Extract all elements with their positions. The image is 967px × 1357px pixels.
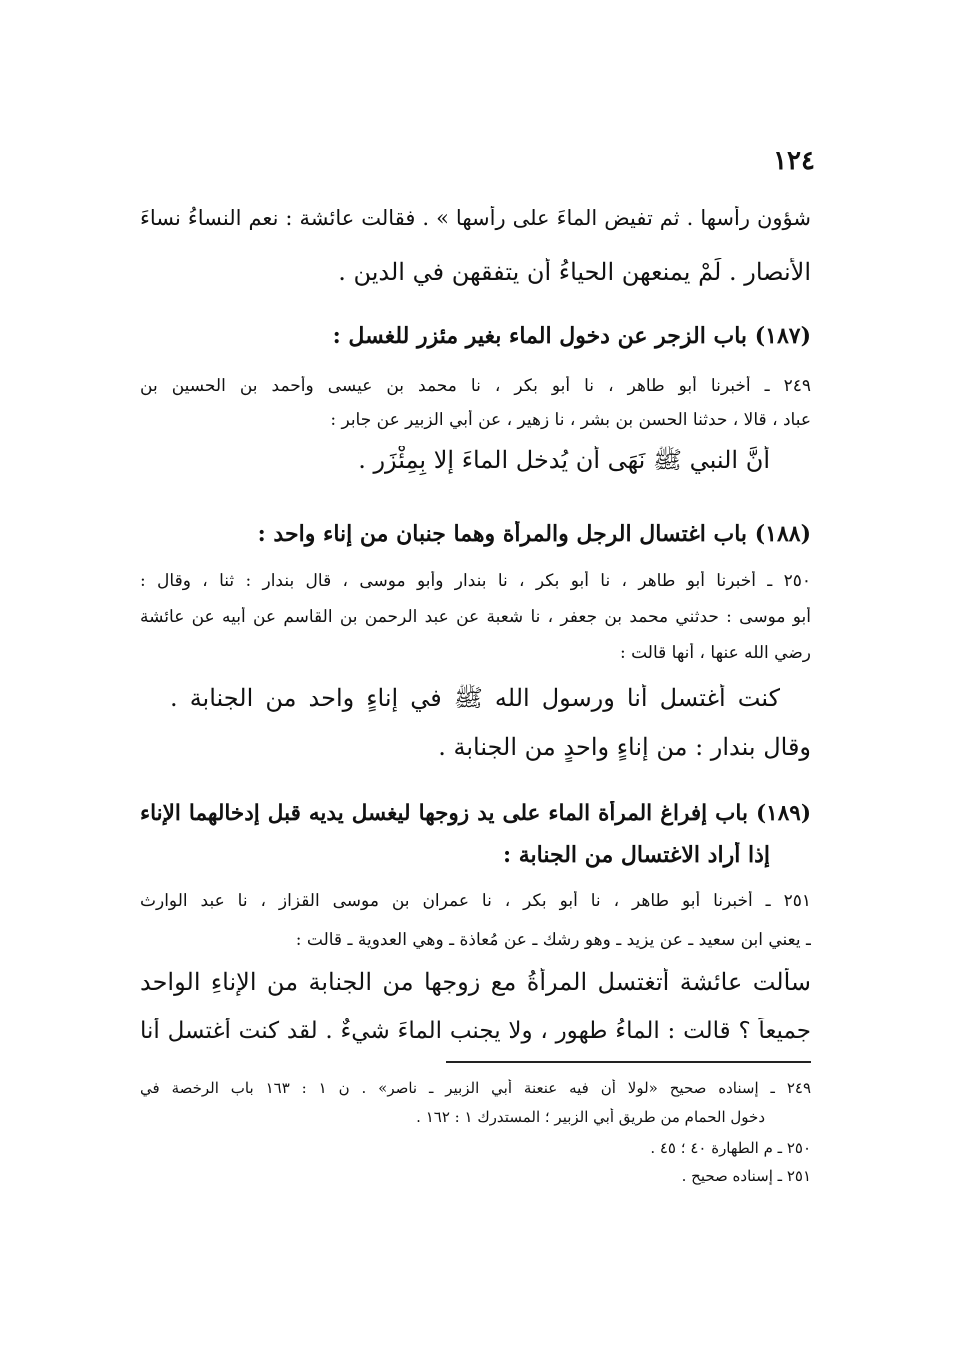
chapter-heading-189: (١٨٩) باب إفراغ المرأة الماء على يد زوجها ليغسل يديه قبل إدخالهما الإناء — [140, 801, 811, 826]
isnad-line: ٢٥١ ـ أخبرنا أبو طاهر ، نا أبو بكر ، نا عمران بن موسى القزاز ، نا عبد الوارث — [140, 891, 811, 911]
hadith-text-249: أَنَّ النبي ﷺ نَهَى أن يُدخل الماءَ إلا بِمِئْزَر . — [358, 446, 770, 474]
footnote-divider — [446, 1061, 811, 1063]
isnad-line: ٢٤٩ ـ أخبرنا أبو طاهر ، نا أبو بكر ، نا محمد بن عيسى وأحمد بن الحسين بن — [140, 376, 811, 396]
hadith-text-251: جميعاً ؟ قالت : الماءُ طهور ، ولا يجنب الماءَ شيءٌ . لقد كنت أغتسل أنا — [140, 1018, 811, 1044]
isnad-line: أبو موسى : حدثني محمد بن جعفر ، نا شعبة عن عبد الرحمن بن القاسم عن أبيه عن عائشة — [140, 607, 811, 627]
isnad-line: عباد ، قالا ، حدثنا الحسن بن بشر ، نا زهير ، عن أبي الزبير عن جابر : — [330, 410, 811, 430]
footnote-line: دخول الحمام من طريق أبي الزبير ؛ المستدرك ١ : ١٦٢ . — [416, 1108, 765, 1126]
hadith-text-251: سألت عائشة أتغتسل المرأةُ مع زوجها من الجنابة من الإناءِ الواحد — [140, 968, 811, 996]
chapter-heading-187: (١٨٧) باب الزجر عن دخول الماء بغير مئزر للغسل : — [332, 323, 811, 349]
footnote-line: ٢٤٩ ـ إسناده صحيح «لولا أن فيه عنعنة أبي الزبير ـ ناصر» . ن ١ : ١٦٣ باب الرخصة في — [140, 1079, 811, 1097]
isnad-line: ٢٥٠ ـ أخبرنا أبو طاهر ، نا أبو بكر ، نا بندار وأبو موسى ، قال بندار : ثنا ، وقال : — [140, 571, 811, 591]
hadith-text-250: كنت أغتسل أنا ورسول الله ﷺ في إناءٍ واحد من الجنابة . — [170, 684, 780, 712]
intro-line: الأنصار . لَمْ يمنعهن الحياءُ أن يتفقهن في الدين . — [338, 258, 811, 286]
hadith-text-250: وقال بندار : من إناءٍ واحدٍ من الجنابة . — [438, 733, 811, 761]
isnad-line: ـ يعني ابن سعيد ـ عن يزيد ـ وهو رشك ـ عن مُعاذة ـ وهي العدوية ـ قالت : — [295, 930, 811, 950]
chapter-heading-189: إذا أراد الاغتسال من الجنابة : — [502, 842, 770, 868]
footnote-line: ٢٥١ ـ إسناده صحيح . — [681, 1167, 811, 1185]
intro-line: شؤون رأسها . ثم تفيض الماءَ على رأسها » . فقالت عائشة : نعم النساءُ نساءَ — [140, 206, 811, 230]
page-number: ١٢٤ — [773, 146, 815, 176]
chapter-heading-188: (١٨٨) باب اغتسال الرجل والمرأة وهما جنبان من إناء واحد : — [257, 521, 811, 547]
isnad-line: رضي الله عنها ، أنها قالت : — [619, 643, 811, 663]
footnote-line: ٢٥٠ ـ م الطهارة ٤٠ ؛ ٤٥ . — [650, 1139, 811, 1157]
